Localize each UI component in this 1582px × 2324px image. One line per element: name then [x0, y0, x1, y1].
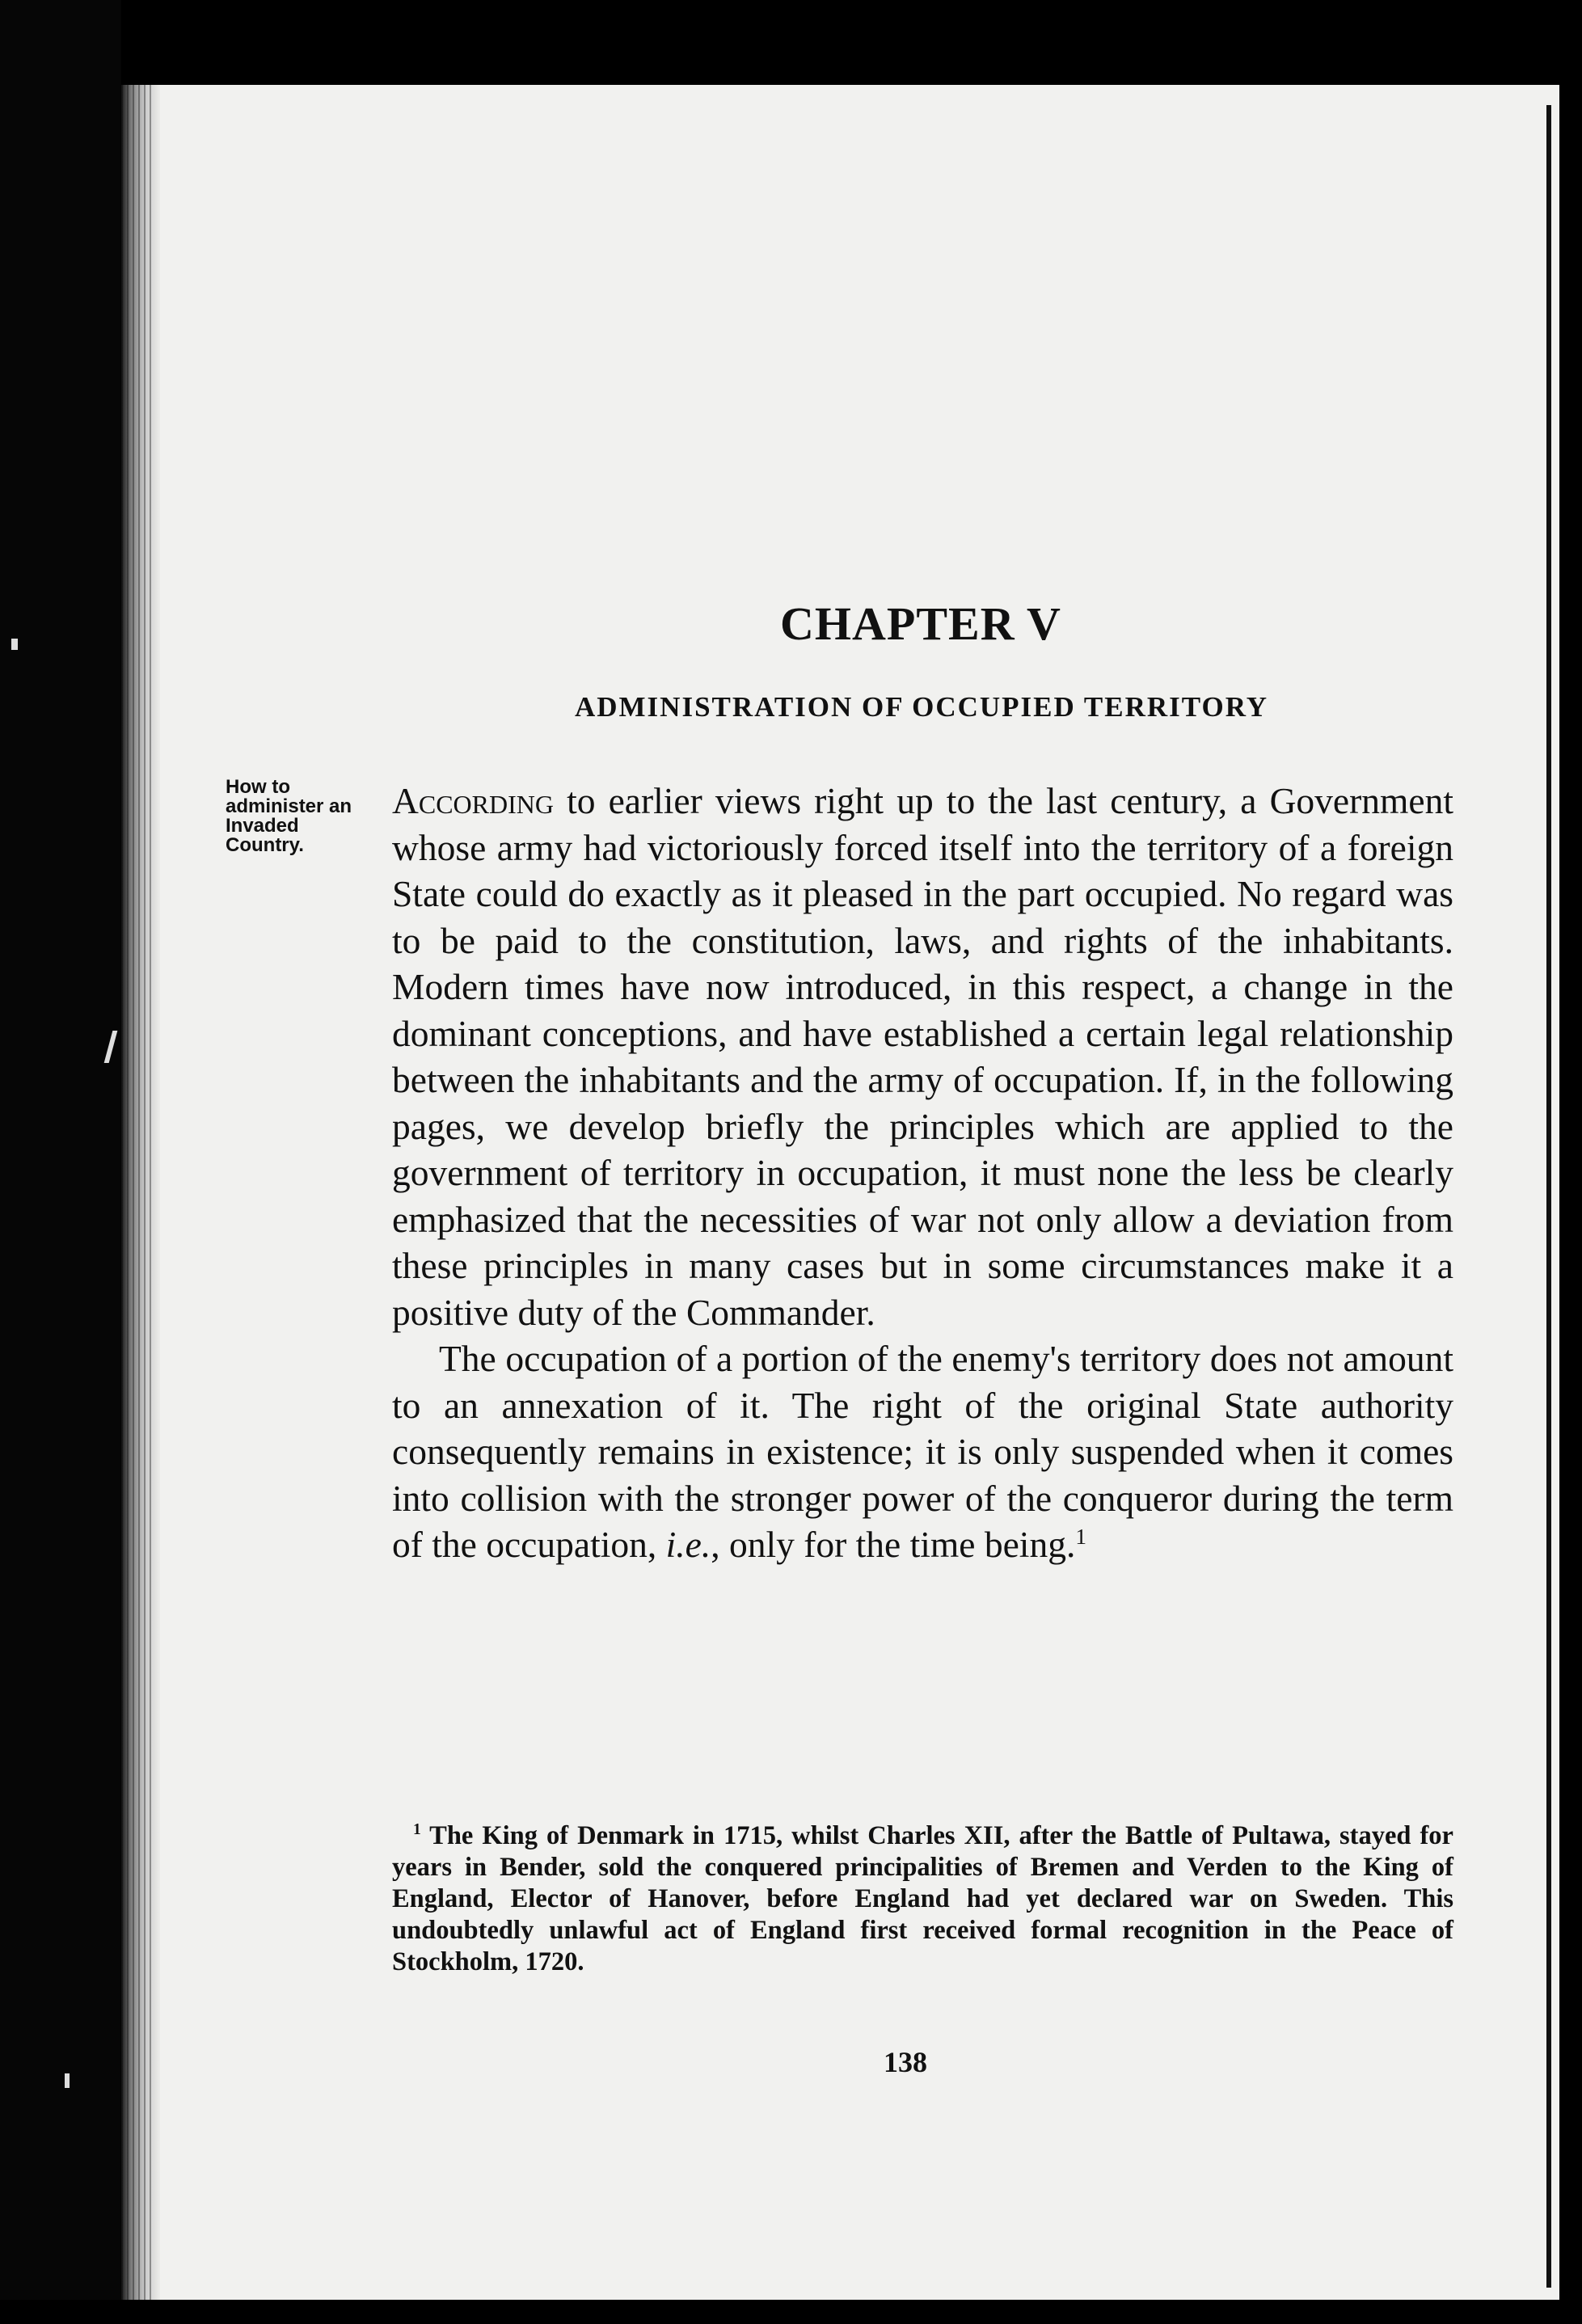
- chapter-subtitle: ADMINISTRATION OF OCCUPIED TERRITORY: [574, 691, 1269, 723]
- body-text: [392, 778, 1453, 1568]
- footnote-paragraph: [392, 1820, 1453, 1978]
- footnote: [392, 1820, 1453, 1978]
- page-right-edge: [1546, 105, 1551, 2288]
- paragraph: [392, 1335, 1453, 1568]
- page-edge-lines: [121, 85, 154, 2300]
- paragraph-text: , only for the time being.: [711, 1524, 1076, 1565]
- footnote-marker: 1: [413, 1821, 421, 1839]
- chapter-heading: CHAPTER V: [780, 597, 1061, 650]
- scan-speck: [11, 639, 18, 650]
- scan-bottom-border: [0, 2300, 1582, 2324]
- margin-note: How to administer an Invaded Country.: [226, 776, 352, 856]
- scan-speck: [65, 2073, 70, 2088]
- paragraph-lead-word: According: [392, 780, 554, 821]
- footnote-text: The King of Denmark in 1715, whilst Charles XII, after the Battle of Pultawa, stayed for years in Bender, sold the conquered principalities of Bremen and Verden to the King of England, Elector of Hanover, before England had yet declared war on Sweden. This undoubtedly unlawful act of England first received formal recognition in the Peace of Stockholm, 1720.: [392, 1821, 1453, 1976]
- paragraph-emphasis: i.e.: [665, 1524, 711, 1565]
- paragraph-text: to earlier views right up to the last century, a Government whose army had victoriously forced itself into the territory of a foreign State could do exactly as it pleased in the part occupied. No regard was to be paid to the constitution, laws, and rights of the inhabitants. Modern times have now introduced, in this respect, a change in the dominant conceptions, and have established a certain legal relationship between the inhabitants and the army of occupation. If, in the following pages, we develop briefly the principles which are applied to the government of territory in occupation, it must none the less be clearly emphasized that the necessities of war not only allow a deviation from these principles in many cases but in some circumstances make it a positive duty of the Commander.: [392, 780, 1453, 1333]
- scan-right-border: [1559, 0, 1582, 2324]
- scan-top-border: [0, 0, 1582, 85]
- paragraph-text: The occupation of a portion of the enemy's territory does not amount to an annexation of it. The right of the original State authority consequently remains in existence; it is only suspended when it comes into collision with the stronger power of the conqueror during the term of the occupation,: [392, 1338, 1453, 1565]
- paragraph: [392, 778, 1453, 1335]
- scan-left-border: [0, 0, 121, 2324]
- footnote-reference[interactable]: 1: [1075, 1524, 1086, 1549]
- page-number: 138: [884, 2046, 927, 2078]
